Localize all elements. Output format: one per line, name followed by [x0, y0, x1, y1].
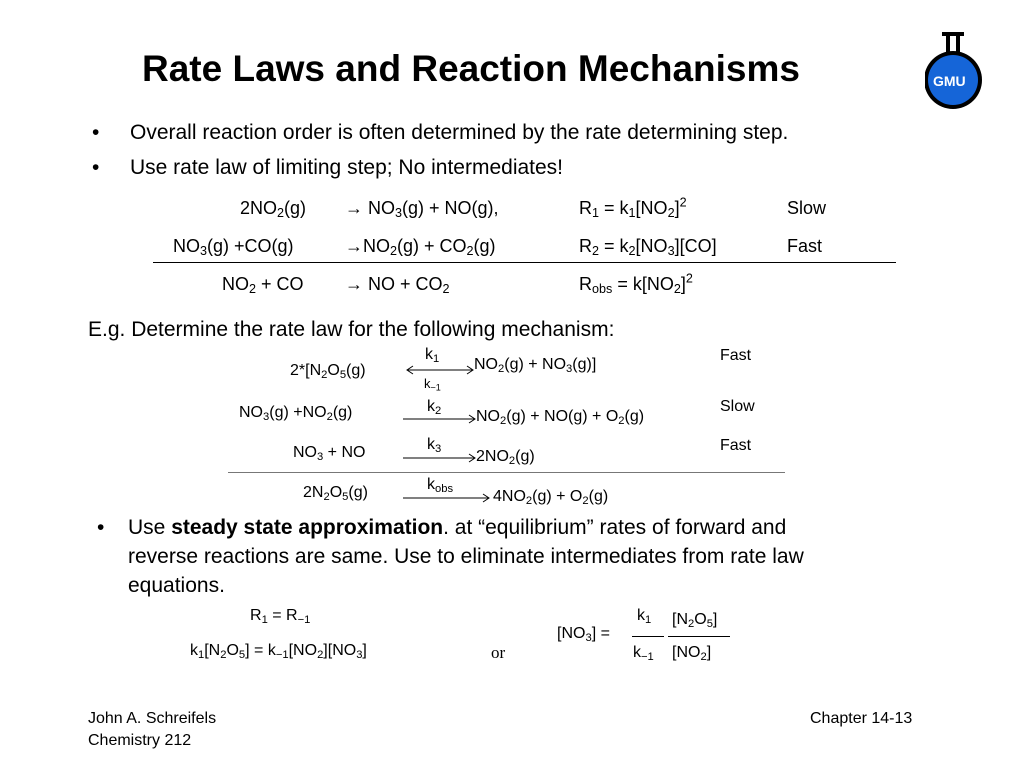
mech1-row1-rate: $R_1 = k_1[NO_2]^2$ [579, 195, 687, 221]
fraction-conc-denominator: $[NO_2]$ [672, 644, 712, 663]
mech2-row2-k: $k_2$ [427, 398, 442, 417]
bullet-symbol: • [97, 516, 105, 539]
mech1-row3-rate: $R_{obs} = k[NO_2]^2$ [579, 271, 693, 297]
equation-rate-equality: $R_1 = R_{-1}$ [250, 607, 311, 626]
fraction-conc-bar [668, 636, 730, 637]
mech2-row1-reactants: $2*[N_2O_5(g)$ [290, 362, 366, 381]
reaction-arrow-icon [403, 452, 477, 464]
mech1-row3-products: → NO + $CO_2$ [345, 274, 450, 297]
steady-state-line3: equations. [128, 574, 225, 597]
mech1-row2-rate: $R_2 = k_2[NO_3][CO]$ [579, 236, 717, 259]
steady-state-line1 [128, 516, 786, 540]
equilibrium-arrow-icon [403, 364, 475, 376]
mech2-row3-k: $k_3$ [427, 436, 442, 455]
mech2-row3-reactants: $NO_3$ + NO [293, 444, 366, 463]
flask-icon [925, 28, 995, 114]
fraction-conc-numerator: $[N_2O_5]$ [672, 611, 718, 630]
bullet-2: Use rate law of limiting step; No intermediates! [130, 156, 564, 179]
mech1-row2-products: $\to NO_2(g) + CO_2(g)$ [345, 236, 496, 259]
steady-state-term: steady state approximation [171, 516, 444, 539]
mech1-row2-reactants: $NO_3(g) +CO(g)$ [173, 236, 294, 259]
example-heading: E.g. Determine the rate law for the following mechanism: [88, 318, 615, 341]
mech2-row2-speed: Slow [720, 398, 755, 415]
mech1-row2-speed: Fast [787, 236, 823, 256]
mech2-row1-speed: Fast [720, 347, 752, 364]
fraction-k-bar [632, 636, 664, 637]
mech2-row3-speed: Fast [720, 437, 752, 454]
mech1-row1-products: → $NO_3(g) + NO(g)$, [345, 198, 499, 221]
steady-state-line2: reverse reactions are same. Use to eliminate intermediates from rate law [128, 545, 804, 568]
mech2-row4-products: $4NO_2(g) + O_2(g)$ [493, 488, 609, 507]
mech2-row1-k-reverse: $k_{-1}$ [424, 376, 441, 393]
mech2-row1-k: $k_1$ [425, 346, 440, 365]
bullet-symbol: • [92, 121, 100, 144]
fraction-k-denominator: $k_{-1}$ [633, 644, 654, 663]
mech1-row1-reactants: $2NO_2(g)$ [240, 198, 307, 221]
mech2-row2-products: $NO_2(g) + NO(g) + O_2(g)$ [476, 408, 645, 427]
or-label: or [491, 643, 506, 662]
mech1-row3-reactants: $NO_2$ + CO [222, 274, 304, 297]
mech2-row4-reactants: $2N_2O_5(g)$ [303, 484, 368, 503]
footer-author: John A. Schreifels [88, 710, 217, 727]
steady-state-suffix: . at “equilibrium” rates of forward and [443, 516, 787, 539]
equation-rate-expanded: $k_1[N_2O_5] = k_{-1}[NO_2][NO_3]$ [190, 642, 367, 661]
gmu-logo [925, 28, 995, 114]
reaction-arrow-icon [403, 492, 491, 504]
footer-course: Chemistry 212 [88, 732, 192, 749]
mech2-row1-products: $NO_2(g) + NO_3(g)$] [474, 356, 597, 375]
mech1-row1-speed: Slow [787, 198, 827, 218]
equation-no3-lhs: $[NO_3]$ = [557, 625, 610, 644]
mech2-sum-line [228, 472, 785, 473]
fraction-k-numerator: $k_1$ [637, 607, 652, 626]
bullet-symbol: • [92, 156, 100, 179]
slide-title: Rate Laws and Reaction Mechanisms [142, 48, 800, 89]
mech2-row4-k: $k_{obs}$ [427, 476, 454, 495]
mech2-row2-reactants: $NO_3(g) +NO_2(g)$ [239, 404, 353, 423]
reaction-arrow-icon [403, 413, 477, 425]
bullet-1: Overall reaction order is often determined by the rate determining step. [130, 121, 789, 144]
steady-state-prefix: Use [128, 516, 172, 539]
logo-text: GMU [933, 73, 966, 89]
mech2-row3-products: $2NO_2(g)$ [476, 448, 535, 467]
footer-chapter: Chapter 14-13 [810, 710, 913, 727]
mech1-sum-line [153, 262, 896, 263]
